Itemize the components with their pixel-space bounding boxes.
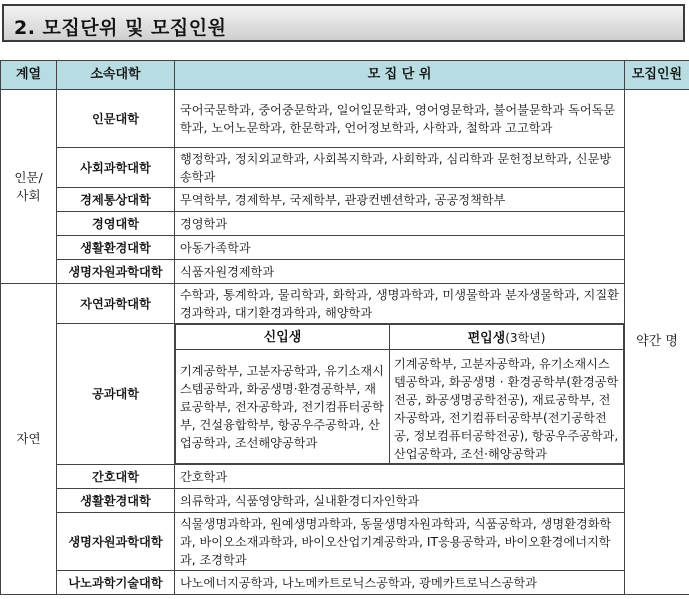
header-quota: 모집인원 — [625, 61, 689, 90]
table-row — [1, 489, 689, 513]
college-units: 무역학부, 경제학부, 국제학부, 관광컨벤션학과, 공공정책학부 — [175, 188, 625, 212]
header-area: 계열 — [1, 61, 57, 90]
table-row — [1, 465, 689, 489]
table-row — [1, 284, 689, 324]
college-units: 식물생명과학과, 원예생명과학과, 동물생명자원과학과, 식품공학과, 생명환경화학과, 바이오소재과학과, 바이오산업기계공학과, IT응용공학과, 바이오환경에너지학과, 조경학과 — [175, 513, 625, 571]
engineering-subtable — [175, 324, 624, 464]
header-college: 소속대학 — [57, 61, 175, 90]
college-name: 자연과학대학 — [57, 284, 175, 324]
college-name: 생명자원과학대학 — [57, 513, 175, 571]
college-units: 의류학과, 식품영양학과, 실내환경디자인학과 — [175, 489, 625, 513]
college-units: 나노에너지공학과, 나노메카트로닉스공학과, 광메카트로닉스공학과 — [175, 571, 625, 595]
freshman-label: 신입생 — [263, 330, 302, 345]
college-name: 사회과학대학 — [57, 148, 175, 188]
table-row — [1, 324, 689, 465]
area-humanities: 인문/ 사회 — [1, 90, 57, 284]
college-units: 아동가족학과 — [175, 236, 625, 260]
college-name: 인문대학 — [57, 90, 175, 148]
table-row — [1, 148, 689, 188]
college-name: 공과대학 — [57, 324, 175, 465]
college-name: 경영대학 — [57, 212, 175, 236]
section-title: 2. 모집단위 및 모집인원 — [14, 17, 227, 39]
table-row — [1, 236, 689, 260]
college-name: 간호대학 — [57, 465, 175, 489]
admission-units-table — [0, 60, 689, 595]
transfer-units: 기계공학부, 고분자공학과, 유기소재시스템공학과, 화공생명 · 환경공학부(환경공학전공, 화공생명공학전공), 재료공학부, 전자공학과, 전기컴퓨터공학부(전기공학전공, 정보컴퓨터공학전공), 항공우주공학과, 산업공학과, 조선·해양공학과 — [390, 350, 624, 464]
table-header-row — [1, 61, 689, 90]
college-units: 식품자원경제학과 — [175, 260, 625, 284]
table-row — [1, 260, 689, 284]
section-title-box — [2, 4, 685, 42]
table-row — [1, 513, 689, 571]
college-name: 생활환경대학 — [57, 489, 175, 513]
table-row — [1, 188, 689, 212]
table-row — [1, 90, 689, 148]
college-units: 행정학과, 정치외교학과, 사회복지학과, 사회학과, 심리학과 문헌정보학과, 신문방송학과 — [175, 148, 625, 188]
college-units: 간호학과 — [175, 465, 625, 489]
college-name: 생명자원과학대학 — [57, 260, 175, 284]
freshman-units: 기계공학부, 고분자공학과, 유기소재시스템공학과, 화공생명·환경공학부, 재료공학부, 전자공학과, 전기컴퓨터공학부, 건설융합학부, 항공우주공학과, 산업공학과, 조선해양공학과 — [176, 350, 390, 464]
college-units: 수학과, 통계학과, 물리학과, 화학과, 생명과학과, 미생물학과 분자생물학과, 지질환경과학과, 대기환경과학과, 해양학과 — [175, 284, 625, 324]
transfer-header — [390, 325, 624, 350]
transfer-label: 편입생 — [467, 330, 506, 346]
table-row — [1, 571, 689, 595]
quota-cell: 약간 명 — [625, 90, 689, 595]
college-units: 국어국문학과, 중어중문학과, 일어일문학과, 영어영문학과, 불어불문학과 독어독문학과, 노어노문학과, 한문학과, 언어정보학과, 사학과, 철학과 고고학과 — [175, 90, 625, 148]
college-name: 생활환경대학 — [57, 236, 175, 260]
college-units: 경영학과 — [175, 212, 625, 236]
transfer-note: (3학년) — [505, 330, 546, 345]
table-row — [1, 212, 689, 236]
college-name: 경제통상대학 — [57, 188, 175, 212]
freshman-header — [176, 325, 390, 350]
area-science: 자연 — [1, 284, 57, 595]
engineering-units-cell — [175, 324, 625, 465]
header-units: 모 집 단 위 — [175, 61, 625, 90]
college-name: 나노과학기술대학 — [57, 571, 175, 595]
